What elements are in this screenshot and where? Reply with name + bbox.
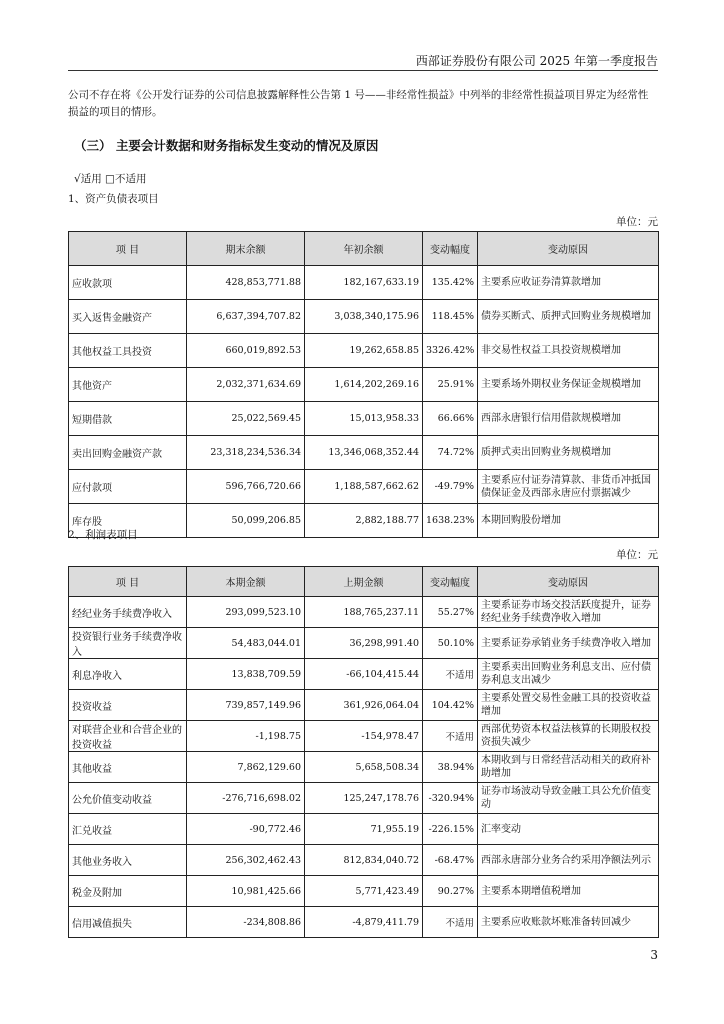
amount-cell: -154,978.47 <box>305 721 423 752</box>
amount-cell: 596,766,720.66 <box>187 470 305 504</box>
amount-cell: 54,483,044.01 <box>187 628 305 659</box>
change-rate-cell: 90.27% <box>423 876 478 907</box>
change-reason-cell: 主要系本期增值税增加 <box>478 876 659 907</box>
change-rate-cell: 不适用 <box>423 907 478 938</box>
header-period-end: 期末余额 <box>187 232 305 266</box>
table-row <box>69 907 659 938</box>
table-row <box>69 436 659 470</box>
change-reason-cell: 主要系证券承销业务手续费净收入增加 <box>478 628 659 659</box>
amount-cell: 3,038,340,175.96 <box>305 300 423 334</box>
item-name-cell: 应付款项 <box>69 470 187 504</box>
item-name-cell: 短期借款 <box>69 402 187 436</box>
amount-cell: 5,658,508.34 <box>305 752 423 783</box>
item-name-cell: 利息净收入 <box>69 659 187 690</box>
change-rate-cell: 104.42% <box>423 690 478 721</box>
amount-cell: 428,853,771.88 <box>187 266 305 300</box>
table-row <box>69 659 659 690</box>
amount-cell: 25,022,569.45 <box>187 402 305 436</box>
header-change-rate: 变动幅度 <box>423 567 478 597</box>
amount-cell: 660,019,892.53 <box>187 334 305 368</box>
table-row <box>69 266 659 300</box>
amount-cell: 7,862,129.60 <box>187 752 305 783</box>
table-row <box>69 402 659 436</box>
table-header-row <box>69 567 659 597</box>
amount-cell: 188,765,237.11 <box>305 597 423 628</box>
intro-paragraph: 公司不存在将《公开发行证券的公司信息披露解释性公告第 1 号——非经常性损益》中列举的非经常性损益项目界定为经常性损益的项目的情形。 <box>68 89 649 118</box>
amount-cell: 36,298,991.40 <box>305 628 423 659</box>
change-rate-cell: 1638.23% <box>423 504 478 538</box>
amount-cell: 739,857,149.96 <box>187 690 305 721</box>
income-statement-subtitle: 2、利润表项目 <box>68 529 138 541</box>
item-name-cell: 应收款项 <box>69 266 187 300</box>
change-reason-cell: 主要系场外期权业务保证金规模增加 <box>478 368 659 402</box>
amount-cell: 256,302,462.43 <box>187 845 305 876</box>
table-row <box>69 876 659 907</box>
amount-cell: -276,716,698.02 <box>187 783 305 814</box>
change-reason-cell: 西部优势资本权益法核算的长期股权投资损失减少 <box>478 721 659 752</box>
change-rate-cell: 55.27% <box>423 597 478 628</box>
amount-cell: 71,955.19 <box>305 814 423 845</box>
change-reason-cell: 汇率变动 <box>478 814 659 845</box>
change-reason-cell: 主要系应付证券清算款、非货币冲抵国债保证金及西部永唐应付票据减少 <box>478 470 659 504</box>
header-item: 项 目 <box>69 232 187 266</box>
amount-cell: 23,318,234,536.34 <box>187 436 305 470</box>
change-reason-cell: 本期收到与日常经营活动相关的政府补助增加 <box>478 752 659 783</box>
amount-cell: 15,013,958.33 <box>305 402 423 436</box>
table-row <box>69 690 659 721</box>
item-name-cell: 其他权益工具投资 <box>69 334 187 368</box>
amount-cell: 50,099,206.85 <box>187 504 305 538</box>
change-reason-cell: 债券买断式、质押式回购业务规模增加 <box>478 300 659 334</box>
item-name-cell: 信用减值损失 <box>69 907 187 938</box>
change-reason-cell: 主要系处置交易性金融工具的投资收益增加 <box>478 690 659 721</box>
header-year-start: 年初余额 <box>305 232 423 266</box>
change-rate-cell: 74.72% <box>423 436 478 470</box>
amount-cell: 2,032,371,634.69 <box>187 368 305 402</box>
amount-cell: 812,834,040.72 <box>305 845 423 876</box>
amount-cell: 5,771,423.49 <box>305 876 423 907</box>
header-change-rate: 变动幅度 <box>423 232 478 266</box>
item-name-cell: 经纪业务手续费净收入 <box>69 597 187 628</box>
table-row <box>69 334 659 368</box>
balance-sheet-unit: 单位：元 <box>616 216 658 228</box>
amount-cell: 13,346,068,352.44 <box>305 436 423 470</box>
header-prior-period: 上期金额 <box>305 567 423 597</box>
table-row <box>69 845 659 876</box>
change-rate-cell: 3326.42% <box>423 334 478 368</box>
change-rate-cell: 118.45% <box>423 300 478 334</box>
amount-cell: 125,247,178.76 <box>305 783 423 814</box>
income-statement-table <box>68 566 659 938</box>
header-item: 项 目 <box>69 567 187 597</box>
change-reason-cell: 主要系卖出回购业务利息支出、应付债券利息支出减少 <box>478 659 659 690</box>
table-row <box>69 628 659 659</box>
item-name-cell: 对联营企业和合营企业的投资收益 <box>69 721 187 752</box>
table-row <box>69 597 659 628</box>
item-name-cell: 投资收益 <box>69 690 187 721</box>
table-row <box>69 300 659 334</box>
table-row <box>69 470 659 504</box>
header-divider <box>68 70 658 71</box>
change-reason-cell: 主要系证券市场交投活跃度提升，证券经纪业务手续费净收入增加 <box>478 597 659 628</box>
amount-cell: 6,637,394,707.82 <box>187 300 305 334</box>
amount-cell: 1,188,587,662.62 <box>305 470 423 504</box>
section-title: （三） 主要会计数据和财务指标发生变动的情况及原因 <box>74 138 379 153</box>
item-name-cell: 税金及附加 <box>69 876 187 907</box>
item-name-cell: 汇兑收益 <box>69 814 187 845</box>
change-reason-cell: 主要系应收账款坏账准备转回减少 <box>478 907 659 938</box>
change-rate-cell: -226.15% <box>423 814 478 845</box>
amount-cell: -66,104,415.44 <box>305 659 423 690</box>
amount-cell: -1,198.75 <box>187 721 305 752</box>
amount-cell: -234,808.86 <box>187 907 305 938</box>
balance-sheet-table <box>68 231 659 538</box>
change-rate-cell: -68.47% <box>423 845 478 876</box>
change-rate-cell: 50.10% <box>423 628 478 659</box>
amount-cell: 361,926,064.04 <box>305 690 423 721</box>
change-reason-cell: 证券市场波动导致金融工具公允价值变动 <box>478 783 659 814</box>
change-reason-cell: 非交易性权益工具投资规模增加 <box>478 334 659 368</box>
table-header-row <box>69 232 659 266</box>
amount-cell: 10,981,425.66 <box>187 876 305 907</box>
table-row <box>69 368 659 402</box>
item-name-cell: 其他业务收入 <box>69 845 187 876</box>
change-reason-cell: 西部永唐部分业务合约采用净额法列示 <box>478 845 659 876</box>
applicability-checkbox-label: √适用 □不适用 <box>74 173 147 185</box>
report-header-title: 西部证券股份有限公司 2025 年第一季度报告 <box>415 54 658 68</box>
page-number: 3 <box>650 948 658 962</box>
amount-cell: -90,772.46 <box>187 814 305 845</box>
item-name-cell: 其他资产 <box>69 368 187 402</box>
change-rate-cell: 不适用 <box>423 659 478 690</box>
item-name-cell: 其他收益 <box>69 752 187 783</box>
change-rate-cell: 135.42% <box>423 266 478 300</box>
change-reason-cell: 质押式卖出回购业务规模增加 <box>478 436 659 470</box>
item-name-cell: 买入返售金融资产 <box>69 300 187 334</box>
table-row <box>69 783 659 814</box>
amount-cell: 13,838,709.59 <box>187 659 305 690</box>
change-reason-cell: 西部永唐银行信用借款规模增加 <box>478 402 659 436</box>
item-name-cell: 卖出回购金融资产款 <box>69 436 187 470</box>
table-row <box>69 504 659 538</box>
table-row <box>69 752 659 783</box>
amount-cell: 2,882,188.77 <box>305 504 423 538</box>
change-rate-cell: 38.94% <box>423 752 478 783</box>
amount-cell: -4,879,411.79 <box>305 907 423 938</box>
income-statement-unit: 单位：元 <box>616 549 658 561</box>
item-name-cell: 公允价值变动收益 <box>69 783 187 814</box>
change-reason-cell: 本期回购股份增加 <box>478 504 659 538</box>
table-row <box>69 721 659 752</box>
header-change-reason: 变动原因 <box>478 567 659 597</box>
change-rate-cell: 66.66% <box>423 402 478 436</box>
amount-cell: 19,262,658.85 <box>305 334 423 368</box>
change-rate-cell: 25.91% <box>423 368 478 402</box>
change-reason-cell: 主要系应收证券清算款增加 <box>478 266 659 300</box>
amount-cell: 293,099,523.10 <box>187 597 305 628</box>
header-current-period: 本期金额 <box>187 567 305 597</box>
amount-cell: 1,614,202,269.16 <box>305 368 423 402</box>
item-name-cell: 库存股 <box>69 504 187 538</box>
header-change-reason: 变动原因 <box>478 232 659 266</box>
item-name-cell: 投资银行业务手续费净收入 <box>69 628 187 659</box>
change-rate-cell: 不适用 <box>423 721 478 752</box>
table-row <box>69 814 659 845</box>
amount-cell: 182,167,633.19 <box>305 266 423 300</box>
balance-sheet-subtitle: 1、资产负债表项目 <box>68 193 159 205</box>
change-rate-cell: -320.94% <box>423 783 478 814</box>
change-rate-cell: -49.79% <box>423 470 478 504</box>
